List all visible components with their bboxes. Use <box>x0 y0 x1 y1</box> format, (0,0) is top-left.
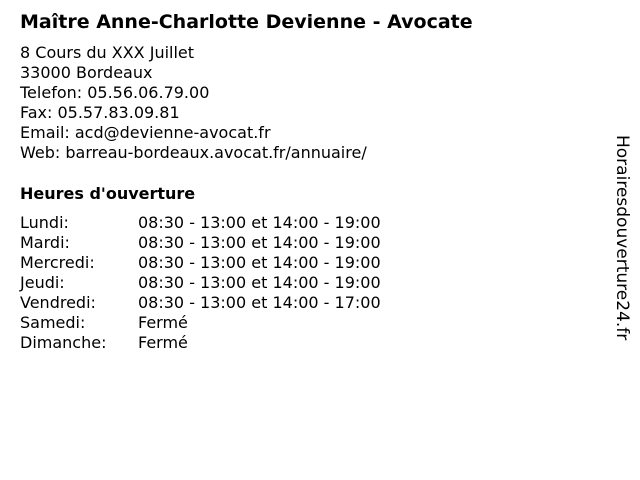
day-label: Vendredi: <box>20 293 96 312</box>
day-label: Mercredi: <box>20 253 95 272</box>
time-value: 08:30 - 13:00 et 14:00 - 19:00 <box>138 213 381 232</box>
email-address: Email: acd@devienne-avocat.fr <box>20 123 271 142</box>
website: Web: barreau-bordeaux.avocat.fr/annuaire/ <box>20 143 367 162</box>
time-value: 08:30 - 13:00 et 14:00 - 19:00 <box>138 253 381 272</box>
address-city: 33000 Bordeaux <box>20 63 153 82</box>
time-value: Fermé <box>138 313 188 332</box>
day-label: Mardi: <box>20 233 70 252</box>
page-title: Maître Anne-Charlotte Devienne - Avocate <box>20 11 473 33</box>
day-label: Lundi: <box>20 213 69 232</box>
fax-number: Fax: 05.57.83.09.81 <box>20 103 180 122</box>
hours-heading: Heures d'ouverture <box>20 184 196 203</box>
time-value: Fermé <box>138 333 188 352</box>
phone-number: Telefon: 05.56.06.79.00 <box>20 83 210 102</box>
contact-info <box>20 43 367 163</box>
day-label: Dimanche: <box>20 333 107 352</box>
day-label: Samedi: <box>20 313 86 332</box>
time-value: 08:30 - 13:00 et 14:00 - 17:00 <box>138 293 381 312</box>
time-value: 08:30 - 13:00 et 14:00 - 19:00 <box>138 233 381 252</box>
site-watermark: Horairesdouverture24.fr <box>612 135 632 341</box>
address-street: 8 Cours du XXX Juillet <box>20 43 195 62</box>
day-label: Jeudi: <box>20 273 65 292</box>
time-value: 08:30 - 13:00 et 14:00 - 19:00 <box>138 273 381 292</box>
